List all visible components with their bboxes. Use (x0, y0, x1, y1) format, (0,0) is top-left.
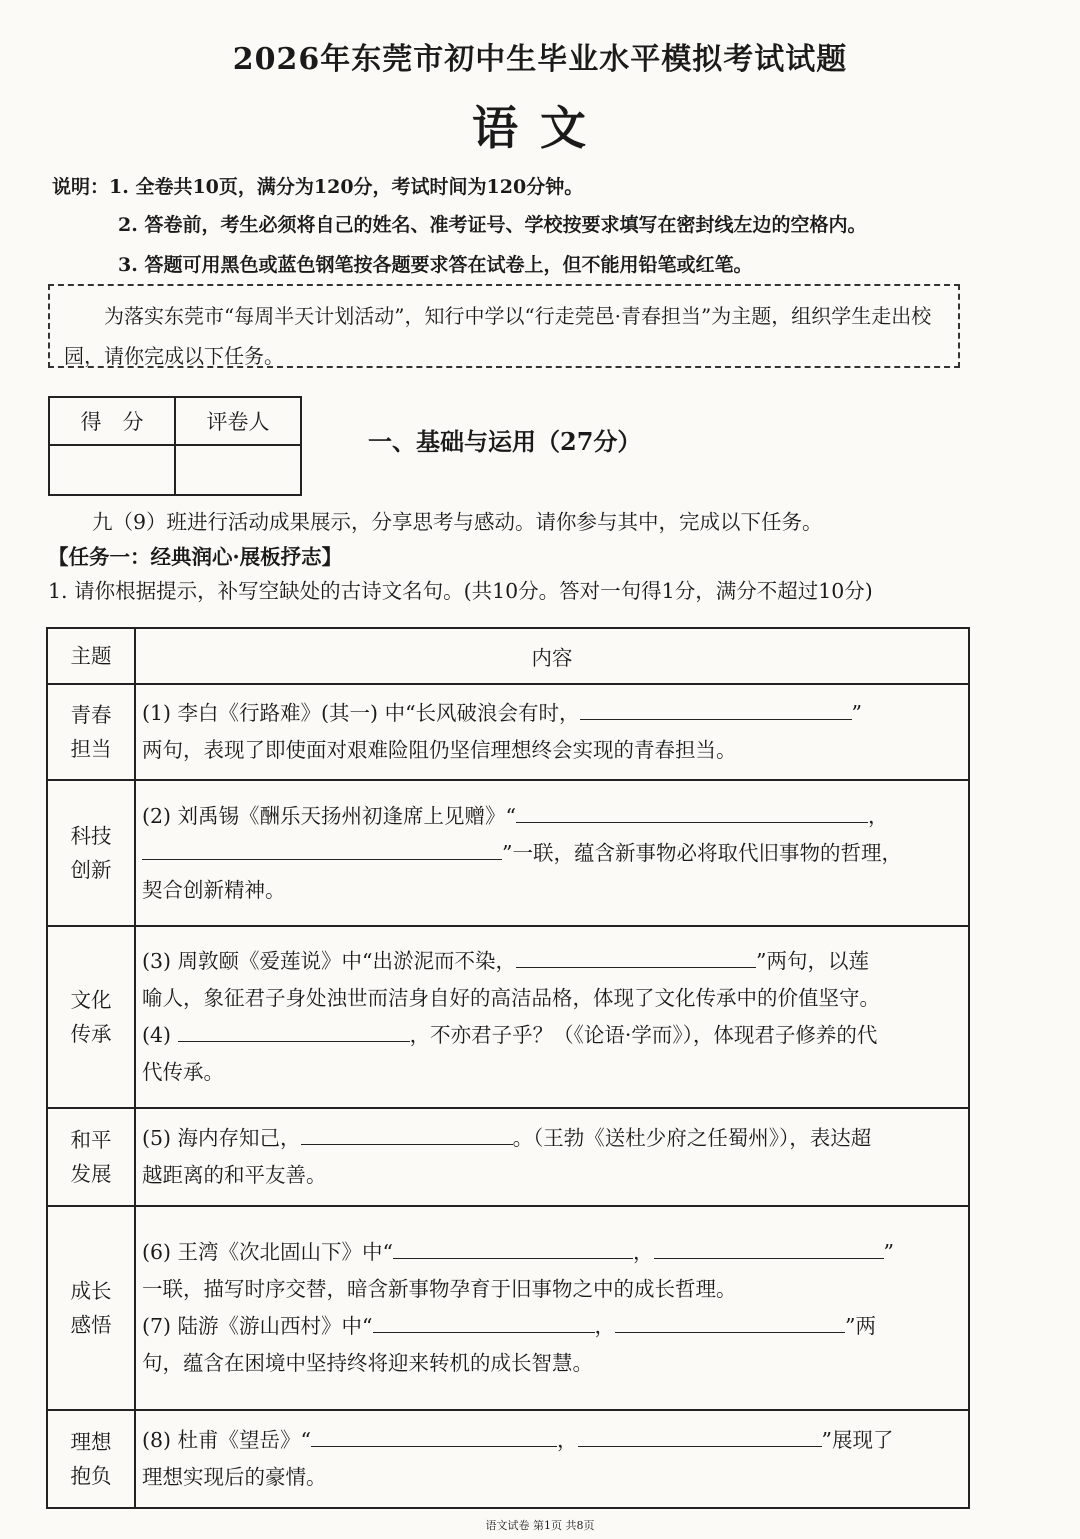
table-row (47, 1108, 969, 1206)
answer-blank[interactable] (516, 947, 756, 968)
row-text: (8) 杜甫《望岳》“ (142, 1428, 312, 1452)
answer-blank[interactable] (615, 1312, 845, 1333)
topic-label: 青春 (70, 703, 112, 727)
topic-label: 和平 (70, 1128, 112, 1152)
table-row (47, 1206, 969, 1410)
row-text: ” (883, 1240, 895, 1264)
answer-blank[interactable] (393, 1238, 633, 1259)
answer-blank[interactable] (142, 839, 502, 860)
intro-text: 为落实东莞市“每周半天计划活动”，知行中学以“行走莞邑·青春担当”为主题，组织学生走出校园，请你完成以下任务。 (64, 304, 932, 368)
instruction-3: 3. 答题可用黑色或蓝色钢笔按各题要求答在试卷上，但不能用铅笔或红笔。 (118, 254, 753, 276)
row-text: (3) 周敦颐《爱莲说》中“出淤泥而不染， (142, 949, 517, 973)
score-cell[interactable] (49, 445, 175, 495)
answer-blank[interactable] (373, 1312, 595, 1333)
topic-label: 担当 (70, 737, 112, 761)
topic-label: 创新 (70, 858, 112, 882)
exam-title: 2026年东莞市初中生毕业水平模拟考试试题 (232, 42, 848, 77)
row-text: (6) 王湾《次北固山下》中“ (142, 1240, 394, 1264)
topic-label: 感悟 (70, 1313, 112, 1337)
instruction-1: 说明：1. 全卷共10页，满分为120分，考试时间为120分钟。 (52, 176, 584, 198)
answer-blank[interactable] (178, 1021, 410, 1042)
topic-label: 发展 (70, 1162, 112, 1186)
topic-label: 文化 (70, 988, 112, 1012)
score-label: 得 分 (49, 397, 175, 445)
row-text: ， (557, 1428, 578, 1452)
row-text: (4) (142, 1023, 172, 1047)
answer-blank[interactable] (516, 802, 868, 823)
row-text: 喻人，象征君子身处浊世而洁身自好的高洁品格，体现了文化传承中的价值坚守。 (142, 986, 880, 1010)
subject-title: 语文 (472, 101, 608, 155)
score-table (48, 396, 302, 496)
answer-blank[interactable] (654, 1238, 884, 1259)
page-footer: 语文试卷 第1页 共8页 (485, 1519, 595, 1532)
table-row (47, 684, 969, 780)
intro-box (48, 284, 960, 368)
answer-blank[interactable] (301, 1124, 513, 1145)
row-text: (2) 刘禹锡《酬乐天扬州初逢席上见赠》“ (142, 803, 517, 828)
answer-blank[interactable] (580, 699, 852, 720)
topic-label: 传承 (70, 1022, 112, 1046)
content-header: 内容 (135, 628, 969, 684)
task-lead: 九（9）班进行活动成果展示，分享思考与感动。请你参与其中，完成以下任务。 (92, 510, 823, 534)
row-text: 句，蕴含在困境中坚持终将迎来转机的成长智慧。 (142, 1351, 593, 1375)
row-text: ”一联，蕴含新事物必将取代旧事物的哲理， (502, 840, 902, 865)
row-text: ”两 (845, 1314, 877, 1338)
row-text: ” (851, 701, 863, 725)
row-text: 。（王勃《送杜少府之任蜀州》），表达超 (512, 1126, 872, 1150)
row-text: ， (594, 1314, 616, 1338)
row-text: ， (633, 1240, 654, 1264)
row-text: ”两句，以莲 (756, 949, 870, 973)
row-text: (7) 陆游《游山西村》中“ (142, 1314, 373, 1338)
answer-blank[interactable] (311, 1426, 557, 1447)
topic-label: 抱负 (70, 1464, 112, 1488)
row-text: (5) 海内存知己， (142, 1126, 301, 1150)
topic-label: 成长 (70, 1279, 112, 1303)
row-text: ”展现了 (821, 1428, 894, 1452)
grader-label: 评卷人 (175, 397, 301, 445)
question-table (46, 627, 970, 1509)
row-text: 代传承。 (142, 1060, 224, 1084)
instruction-2: 2. 答卷前，考生必须将自己的姓名、准考证号、学校按要求填写在密封线左边的空格内。 (118, 214, 867, 236)
topic-label: 科技 (70, 824, 112, 848)
task-name: 【任务一：经典润心·展板抒志】 (48, 545, 343, 569)
topic-label: 理想 (70, 1430, 112, 1454)
grader-cell[interactable] (175, 445, 301, 495)
answer-blank[interactable] (578, 1426, 822, 1447)
row-text: 两句，表现了即使面对艰难险阻仍坚信理想终会实现的青春担当。 (142, 738, 737, 762)
table-row (47, 1410, 969, 1508)
row-text: 一联，描写时序交替，暗含新事物孕育于旧事物之中的成长哲理。 (142, 1277, 737, 1301)
question-1: 1. 请你根据提示，补写空缺处的古诗文名句。(共10分。答对一句得1分，满分不超过10分) (48, 579, 873, 603)
row-text: 契合创新精神。 (142, 877, 286, 902)
table-row (47, 926, 969, 1108)
row-text: ， (868, 803, 889, 828)
row-text: 理想实现后的豪情。 (142, 1465, 327, 1489)
row-text: 越距离的和平友善。 (142, 1163, 327, 1187)
row-text: (1) 李白《行路难》(其一) 中“长风破浪会有时， (142, 701, 580, 725)
section-title: 一、基础与运用（27分） (368, 427, 642, 456)
row-text: ，不亦君子乎？（《论语·学而》），体现君子修养的代 (409, 1023, 878, 1047)
topic-header: 主题 (47, 628, 135, 684)
table-row (47, 780, 969, 926)
